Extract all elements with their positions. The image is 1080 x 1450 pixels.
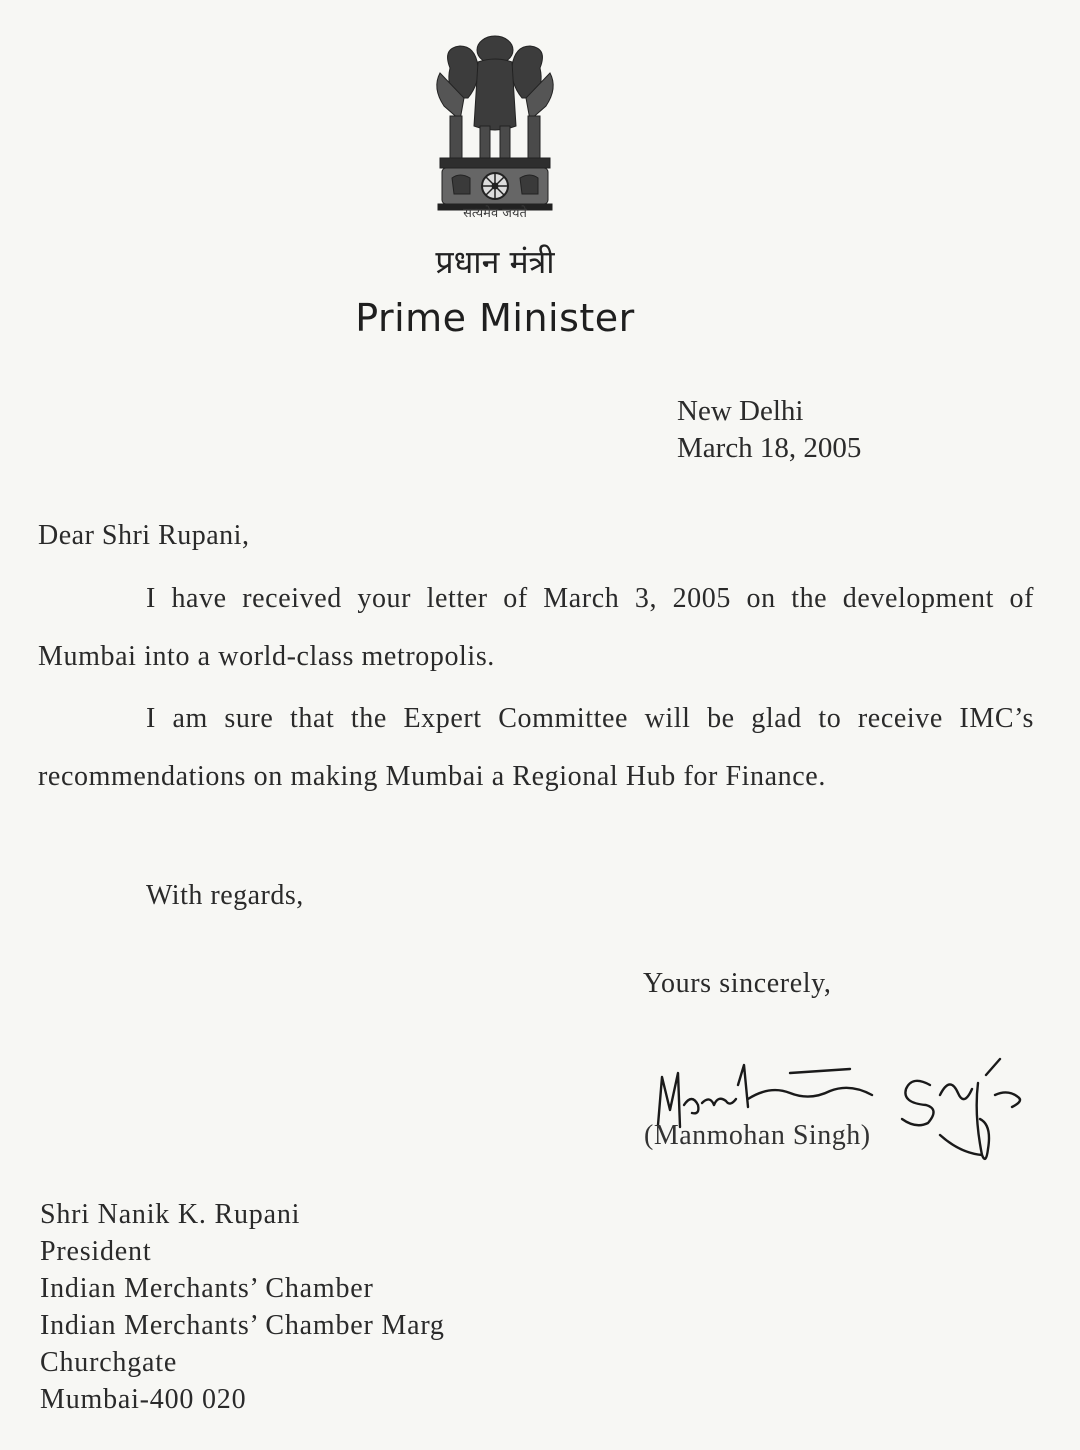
letter-signoff: Yours sincerely, <box>643 968 832 999</box>
emblem-motto: सत्यमेव जयते <box>463 206 527 221</box>
lion-capital-emblem-icon <box>420 28 570 228</box>
letter-paragraph: I have received your letter of March 3, 2005 on the development of Mumbai into a world-class metropolis. <box>38 583 1034 672</box>
recipient-name: Shri Nanik K. Rupani <box>40 1199 301 1230</box>
signer-name: (Manmohan Singh) <box>644 1120 871 1151</box>
letter-paragraph: I am sure that the Expert Committee will be glad to receive IMC’s recommendations on making Mumbai a Regional Hub for Finance. <box>38 703 1034 792</box>
recipient-locality: Churchgate <box>40 1347 178 1378</box>
letter-place: New Delhi <box>677 395 804 427</box>
letter-salutation: Dear Shri Rupani, <box>38 520 250 551</box>
recipient-title: President <box>40 1236 152 1267</box>
office-title-hindi: प्रधान मंत्री <box>435 243 555 281</box>
recipient-street: Indian Merchants’ Chamber Marg <box>40 1310 445 1341</box>
letter-date: March 18, 2005 <box>677 432 862 464</box>
office-title: Prime Minister <box>355 296 635 340</box>
letter-closing: With regards, <box>146 880 304 911</box>
recipient-address <box>40 1196 445 1418</box>
handwritten-signature <box>640 1055 1030 1170</box>
recipient-organization: Indian Merchants’ Chamber <box>40 1273 374 1304</box>
recipient-city: Mumbai-400 020 <box>40 1384 247 1415</box>
